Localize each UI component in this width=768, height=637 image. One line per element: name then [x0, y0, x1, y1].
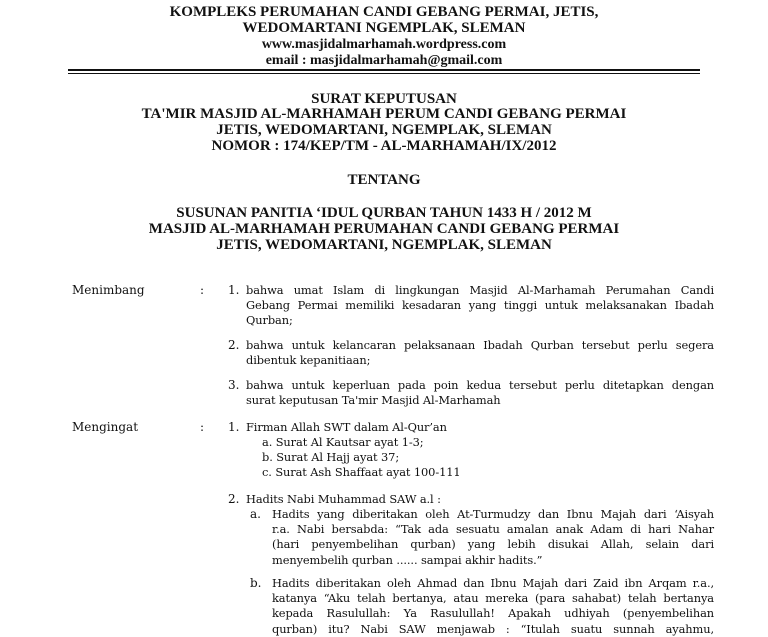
- text-line: Hadits Nabi Muhammad SAW a.l :: [246, 492, 441, 506]
- title-line1: SURAT KEPUTUSAN: [311, 91, 457, 107]
- menimbang-num-2: 2.: [228, 338, 240, 352]
- tentang-heading: TENTANG: [347, 172, 421, 188]
- text-line: (hari penyembelihan qurban) yang lebih disukai Allah, selain dari: [272, 537, 714, 552]
- mengingat-item-1-sublist: [262, 435, 562, 481]
- menimbang-num-3: 3.: [228, 378, 240, 392]
- letterhead-line2: WEDOMARTANI NGEMPLAK, SLEMAN: [242, 20, 526, 36]
- menimbang-item-2: [246, 338, 714, 368]
- list-item: c. Surat Ash Shaffaat ayat 100-111: [262, 465, 461, 480]
- text-line: katanya “Aku telah bertanya, atau mereka (para sahabat) telah bertanya: [272, 591, 714, 606]
- text-line: Hadits diberitakan oleh Ahmad dan Ibnu Majah dari Zaid ibn Arqam r.a.,: [272, 576, 714, 590]
- text-line: surat keputusan Ta'mir Masjid Al-Marhamah: [246, 393, 501, 408]
- letterhead-website: www.masjidalmarhamah.wordpress.com: [261, 37, 507, 52]
- mengingat-item-1: [246, 420, 714, 435]
- text-line: Hadits yang diberitakan oleh At-Turmudzy dan Ibnu Majah dari ‘Aisyah: [272, 507, 714, 521]
- title-line2: TA'MIR MASJID AL-MARHAMAH PERUM CANDI GEBANG PERMAI: [141, 106, 627, 122]
- text-line: Gebang Permai memiliki kesadaran yang tinggi untuk melaksanakan Ibadah: [246, 298, 714, 313]
- title-line3: JETIS, WEDOMARTANI, NGEMPLAK, SLEMAN: [216, 122, 552, 138]
- subject-line2: MASJID AL-MARHAMAH PERUMAHAN CANDI GEBANG PERMAI: [148, 221, 620, 237]
- list-item: b. Surat Al Hajj ayat 37;: [262, 450, 400, 465]
- mengingat-num-2: 2.: [228, 492, 240, 506]
- text-line: kepada Rasulullah: Ya Rasulullah! Apakah udhiyah (penyembelihan: [272, 606, 714, 621]
- menimbang-colon: :: [200, 283, 205, 297]
- mengingat-item-2: [246, 492, 714, 507]
- letterhead-line1: KOMPLEKS PERUMAHAN CANDI GEBANG PERMAI, JETIS,: [169, 4, 599, 20]
- letterhead-divider-thin: [68, 73, 700, 74]
- hadits-letter-a: a.: [250, 507, 261, 521]
- subject-line1: SUSUNAN PANITIA ‘IDUL QURBAN TAHUN 1433 H / 2012 M: [176, 205, 592, 221]
- menimbang-label: Menimbang: [72, 283, 145, 297]
- text-line: dibentuk kepanitiaan;: [246, 353, 371, 368]
- mengingat-num-1: 1.: [228, 420, 240, 434]
- letterhead-email: email : masjidalmarhamah@gmail.com: [265, 53, 503, 68]
- text-line: r.a. Nabi bersabda: “Tak ada sesuatu amalan anak Adam di hari Nahar: [272, 522, 714, 537]
- hadits-letter-b: b.: [250, 576, 262, 590]
- text-line: bahwa untuk keperluan pada poin kedua tersebut perlu ditetapkan dengan: [246, 378, 714, 392]
- title-number: NOMOR : 174/KEP/TM - AL-MARHAMAH/IX/2012: [211, 138, 557, 154]
- menimbang-num-1: 1.: [228, 283, 240, 297]
- text-line: bahwa untuk kelancaran pelaksanaan Ibadah Qurban tersebut perlu segera: [246, 338, 714, 352]
- letterhead-divider-thick: [68, 69, 700, 71]
- hadits-b: [272, 576, 714, 637]
- text-line: Qurban;: [246, 313, 293, 328]
- subject-line3: JETIS, WEDOMARTANI, NGEMPLAK, SLEMAN: [216, 237, 552, 253]
- menimbang-item-3: [246, 378, 714, 408]
- menimbang-item-1: [246, 283, 714, 329]
- mengingat-colon: :: [200, 420, 205, 434]
- text-line: Firman Allah SWT dalam Al-Qur’an: [246, 420, 447, 434]
- text-line: menyembelih qurban ...... sampai akhir hadits.”: [272, 552, 543, 567]
- hadits-a: [272, 507, 714, 568]
- text-line: qurban) itu? Nabi SAW menjawab : “Itulah suatu sunnah ayahmu,: [272, 621, 714, 636]
- mengingat-label: Mengingat: [72, 420, 139, 434]
- list-item: a. Surat Al Kautsar ayat 1-3;: [262, 435, 424, 449]
- text-line: bahwa umat Islam di lingkungan Masjid Al-Marhamah Perumahan Candi: [246, 283, 714, 297]
